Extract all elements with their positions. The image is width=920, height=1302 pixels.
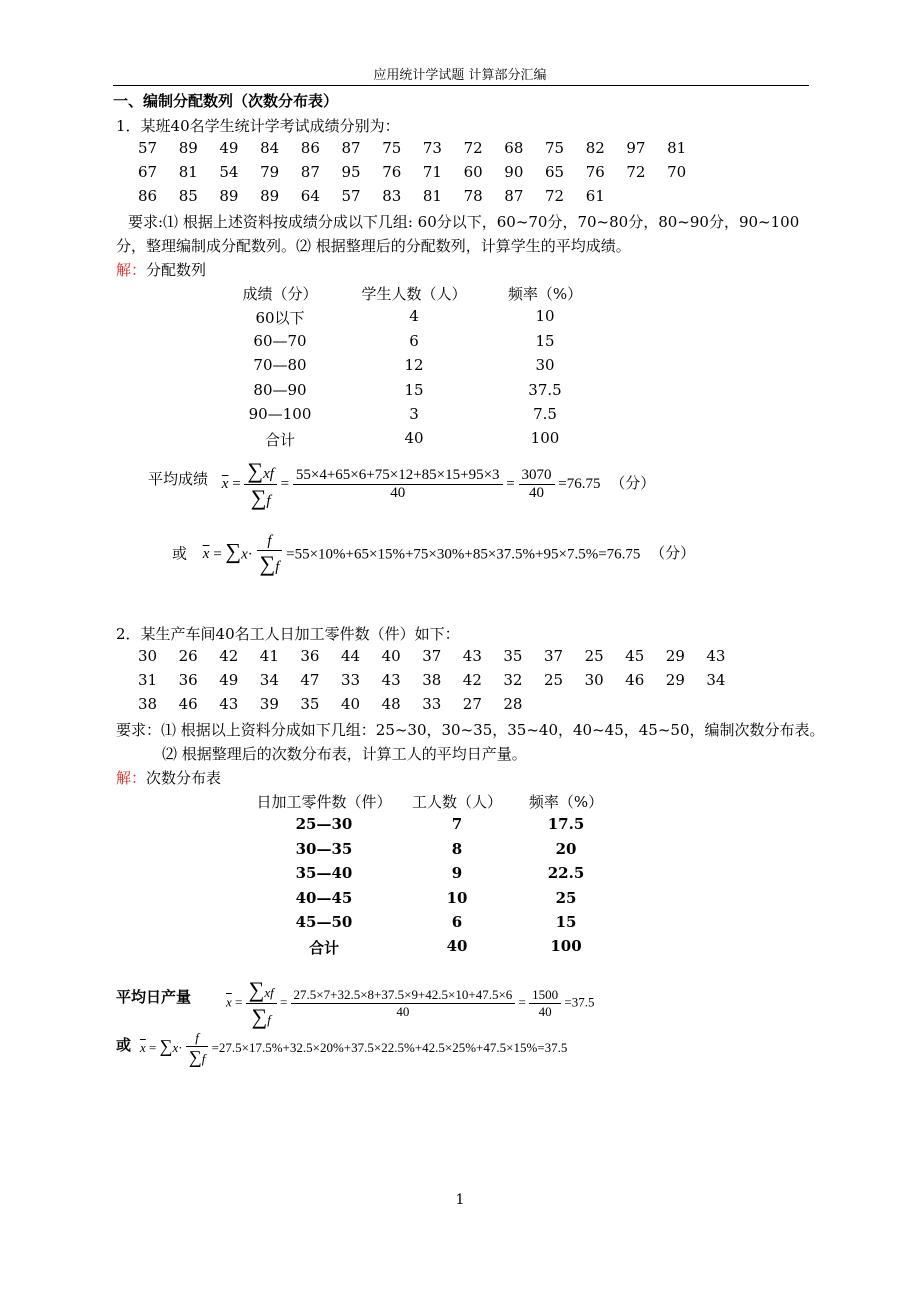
page-header: 应用统计学试题 计算部分汇编 bbox=[373, 68, 547, 83]
q1-score-value: 60 bbox=[463, 163, 483, 181]
q1-score-value: 81 bbox=[667, 139, 687, 157]
q2-parts-value: 41 bbox=[259, 647, 279, 665]
q1-table-cell: 100 bbox=[530, 429, 560, 448]
q2-parts-value: 29 bbox=[665, 671, 685, 689]
q1-score-value: 61 bbox=[585, 187, 605, 205]
q2-parts-value: 35 bbox=[300, 695, 320, 713]
q2-parts-value: 42 bbox=[462, 671, 482, 689]
q1-score-value: 72 bbox=[545, 187, 565, 205]
q1-formula-alt-expression: =55×10%+65×15%+75×30%+85×37.5%+95×7.5%=76.75 bbox=[286, 546, 641, 563]
q2-table-cell: 合计 bbox=[308, 939, 339, 958]
q2-parts-value: 25 bbox=[544, 671, 564, 689]
q2-parts-value: 39 bbox=[259, 695, 279, 713]
q2-parts-value: 31 bbox=[138, 671, 158, 689]
q2-formula-label: 平均日产量 bbox=[116, 988, 192, 1006]
q1-score-value: 57 bbox=[341, 187, 361, 205]
q1-formula-alt: 或 $\overline{x} = \sum x\cdot$ $\frac{f}{\sum f}$ =55×10%+65×15%+75×30%+85×37.5%+95×7.5%=76.75 （分） bbox=[172, 533, 696, 576]
q1-score-value: 49 bbox=[219, 139, 239, 157]
q1-score-value: 89 bbox=[219, 187, 239, 205]
q2-parts-value: 49 bbox=[219, 671, 239, 689]
q1-score-value: 73 bbox=[422, 139, 442, 157]
q1-score-value: 78 bbox=[463, 187, 483, 205]
q1-score-value: 57 bbox=[138, 139, 158, 157]
q2-table-cell: 22.5 bbox=[547, 864, 585, 883]
q2-parts-value: 37 bbox=[544, 647, 564, 665]
q2-parts-value: 43 bbox=[219, 695, 239, 713]
q2-formula-mean: $\overline{x}$ = $\frac{\sum xf}{\sum f}$ = $\frac{27.5\times 7+32.5\times 8+37.5\times 9+42.5\times 10+47.5\times 6}{40}$ = $\frac{1500}{40}$ =37.5 bbox=[226, 977, 595, 1029]
q1-table-cell: 12 bbox=[404, 356, 424, 375]
q1-formula-numerator: 55×4+65×6+75×12+85×15+95×3 bbox=[293, 467, 503, 485]
q2-parts-value: 46 bbox=[625, 671, 645, 689]
q1-score-value: 90 bbox=[504, 163, 524, 181]
q1-score-value: 79 bbox=[260, 163, 280, 181]
q1-score-value: 64 bbox=[300, 187, 320, 205]
q1-title: 1．某班40名学生统计学考试成绩分别为： bbox=[116, 117, 400, 135]
q1-table-cell: 70—80 bbox=[253, 356, 307, 375]
q2-table-cell: 25—30 bbox=[295, 815, 353, 834]
q1-table-cell: 90—100 bbox=[248, 405, 312, 423]
q2-table-cell: 40—45 bbox=[295, 888, 353, 907]
section-title: 一、编制分配数列（次数分布表） bbox=[113, 92, 339, 110]
q1-score-value: 83 bbox=[382, 187, 402, 205]
q1-score-value: 75 bbox=[545, 139, 565, 157]
q1-table-cell: 37.5 bbox=[528, 380, 562, 399]
q1-score-value: 70 bbox=[667, 163, 687, 181]
q1-score-value: 71 bbox=[422, 163, 442, 181]
q1-formula-denominator: 40 bbox=[390, 485, 406, 501]
q2-solution-text: 次数分布表 bbox=[146, 769, 222, 787]
q2-table-cell: 35—40 bbox=[295, 864, 353, 883]
q2-table-cell: 6 bbox=[451, 913, 463, 931]
q2-table-header: 频率（%） bbox=[528, 793, 604, 811]
q2-parts-value: 43 bbox=[462, 647, 482, 665]
q2-parts-value: 36 bbox=[178, 671, 198, 689]
q1-score-value: 68 bbox=[504, 139, 524, 157]
q2-parts-value: 40 bbox=[341, 695, 361, 713]
q1-table-cell: 60—70 bbox=[253, 331, 307, 350]
q2-table-cell: 100 bbox=[550, 937, 582, 956]
q2-parts-value: 44 bbox=[341, 647, 361, 665]
q1-score-value: 81 bbox=[178, 163, 198, 181]
q1-score-value: 65 bbox=[545, 163, 565, 181]
q2-table-cell: 7 bbox=[451, 815, 463, 834]
q1-formula-mean: 平均成绩 $\overline{x}$ = $\frac{\sum xf}{\sum f}$ = $\frac{55\times 4+65\times 6+75\times 12+85\times 15+95\times 3}{40}$ = $\frac{3070}{40}$ =76.75 （分） bbox=[148, 458, 656, 510]
q1-score-value: 72 bbox=[463, 139, 483, 157]
q2-parts-value: 25 bbox=[584, 647, 604, 665]
q1-score-value: 87 bbox=[504, 187, 524, 205]
q2-table-header: 工人数（人） bbox=[411, 793, 502, 811]
q2-formula-numerator: 27.5×7+32.5×8+37.5×9+42.5×10+47.5×6 bbox=[291, 987, 516, 1004]
q2-table-cell: 15 bbox=[555, 913, 577, 931]
q1-table-cell: 6 bbox=[409, 331, 419, 350]
q1-score-value: 76 bbox=[585, 163, 605, 181]
page-number: 1 bbox=[455, 1192, 465, 1208]
q2-parts-value: 30 bbox=[138, 647, 158, 665]
q1-table-cell: 60以下 bbox=[255, 309, 305, 328]
q1-score-value: 95 bbox=[341, 163, 361, 181]
q1-table-cell: 10 bbox=[535, 307, 555, 326]
q2-parts-value: 46 bbox=[178, 695, 198, 713]
q1-table-cell: 4 bbox=[409, 307, 419, 326]
q1-score-value: 97 bbox=[626, 139, 646, 157]
q2-table-cell: 40 bbox=[446, 937, 468, 956]
q2-parts-value: 43 bbox=[381, 671, 401, 689]
q2-parts-value: 35 bbox=[503, 647, 523, 665]
q1-solution-text: 分配数列 bbox=[146, 261, 207, 279]
q1-score-value: 87 bbox=[300, 163, 320, 181]
q1-score-value: 89 bbox=[260, 187, 280, 205]
q1-score-value: 86 bbox=[300, 139, 320, 157]
q2-parts-value: 45 bbox=[625, 647, 645, 665]
q1-score-value: 76 bbox=[382, 163, 402, 181]
q1-table-cell: 3 bbox=[409, 405, 419, 423]
q2-alt-label: 或 bbox=[116, 1036, 132, 1054]
q2-parts-value: 30 bbox=[584, 671, 604, 689]
q2-parts-value: 33 bbox=[341, 671, 361, 689]
q1-score-value: 75 bbox=[382, 139, 402, 157]
q2-solution-label: 解： bbox=[116, 769, 147, 787]
q2-table-cell: 45—50 bbox=[295, 913, 353, 931]
q1-score-value: 72 bbox=[626, 163, 646, 181]
q2-formula-alt-expression: =27.5×17.5%+32.5×20%+37.5×22.5%+42.5×25%+47.5×15%=37.5 bbox=[211, 1039, 568, 1055]
q1-table-cell: 15 bbox=[404, 380, 424, 399]
q2-table-cell: 20 bbox=[555, 839, 577, 858]
q1-solution-label: 解： bbox=[116, 261, 147, 279]
q2-parts-value: 40 bbox=[381, 647, 401, 665]
q2-parts-value: 34 bbox=[706, 671, 726, 689]
q2-parts-value: 47 bbox=[300, 671, 320, 689]
q1-score-value: 87 bbox=[341, 139, 361, 157]
q1-score-value: 82 bbox=[585, 139, 605, 157]
q1-table-cell: 30 bbox=[535, 356, 555, 375]
q1-table-cell: 7.5 bbox=[533, 405, 557, 423]
q1-requirement-line1: 要求:⑴ 根据上述资料按成绩分成以下几组: 60分以下，60~70分，70~80分，80~90分，90~100 bbox=[128, 213, 800, 231]
q2-table-cell: 25 bbox=[555, 888, 577, 907]
q1-formula-label: 平均成绩 bbox=[148, 469, 209, 488]
q1-score-value: 86 bbox=[138, 187, 158, 205]
q1-table-cell: 40 bbox=[404, 429, 424, 448]
q2-parts-value: 36 bbox=[300, 647, 320, 665]
q2-parts-value: 32 bbox=[503, 671, 523, 689]
q1-score-value: 81 bbox=[422, 187, 442, 205]
q2-parts-value: 29 bbox=[665, 647, 685, 665]
q2-parts-value: 42 bbox=[219, 647, 239, 665]
q2-parts-value: 34 bbox=[259, 671, 279, 689]
q2-table-cell: 30—35 bbox=[295, 839, 353, 858]
q2-title: 2．某生产车间40名工人日加工零件数（件）如下： bbox=[116, 625, 460, 643]
q2-parts-value: 27 bbox=[462, 695, 482, 713]
q2-parts-value: 37 bbox=[422, 647, 442, 665]
q1-score-value: 89 bbox=[178, 139, 198, 157]
q2-table-cell: 17.5 bbox=[547, 815, 585, 834]
q1-score-value: 84 bbox=[260, 139, 280, 157]
q1-table-cell: 80—90 bbox=[253, 380, 307, 399]
q1-table-cell: 15 bbox=[535, 331, 555, 350]
q2-parts-value: 26 bbox=[178, 647, 198, 665]
header-rule bbox=[113, 85, 809, 86]
q1-requirement-line2: 分，整理编制成分配数列。⑵ 根据整理后的分配数列，计算学生的平均成绩。 bbox=[116, 237, 631, 255]
q2-parts-value: 38 bbox=[138, 695, 158, 713]
q2-table-cell: 8 bbox=[451, 839, 463, 858]
q2-parts-value: 43 bbox=[706, 647, 726, 665]
q1-table-header: 学生人数（人） bbox=[361, 285, 467, 303]
q2-formula-denominator: 40 bbox=[396, 1004, 410, 1019]
q1-table-header: 频率（%） bbox=[507, 285, 583, 303]
q2-requirement-line2: ⑵ 根据整理后的次数分布表，计算工人的平均日产量。 bbox=[162, 745, 527, 763]
q2-table-header: 日加工零件数（件） bbox=[256, 793, 392, 811]
q1-table-header: 成绩（分） bbox=[242, 285, 318, 303]
q2-parts-value: 33 bbox=[422, 695, 442, 713]
q2-table-cell: 9 bbox=[451, 864, 463, 883]
q2-requirement-line1: 要求：⑴ 根据以上资料分成如下几组：25~30，30~35，35~40，40~45，45~50，编制次数分布表。 bbox=[116, 721, 825, 739]
q2-parts-value: 28 bbox=[503, 695, 523, 713]
q2-table-cell: 10 bbox=[446, 888, 468, 907]
q1-score-value: 67 bbox=[138, 163, 158, 181]
q2-formula-alt: $\overline{x} = \sum x\cdot$ $\frac{f}{\sum f}$ =27.5×17.5%+32.5×20%+37.5×22.5%+42.5×25%+47.5×15%=37.5 bbox=[140, 1030, 568, 1067]
q1-score-value: 54 bbox=[219, 163, 239, 181]
q1-score-value: 85 bbox=[178, 187, 198, 205]
q1-table-cell: 合计 bbox=[264, 431, 295, 450]
q2-parts-value: 38 bbox=[422, 671, 442, 689]
q2-parts-value: 48 bbox=[381, 695, 401, 713]
